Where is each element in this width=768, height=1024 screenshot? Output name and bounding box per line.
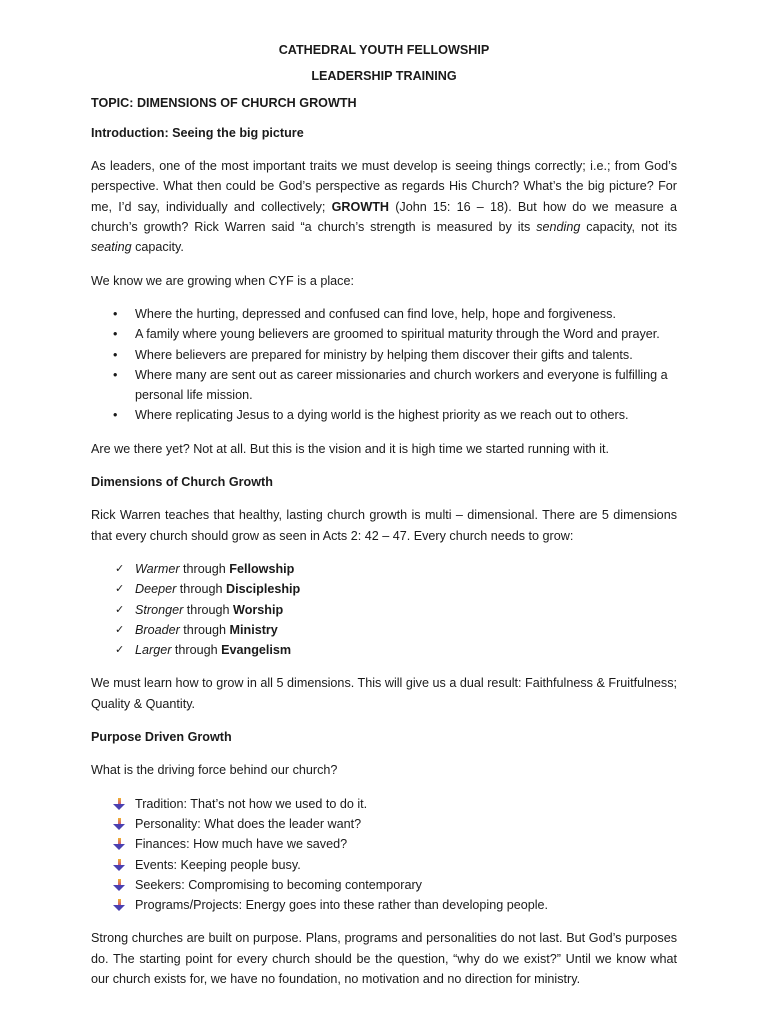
program-title: LEADERSHIP TRAINING <box>311 69 457 84</box>
dimensions-heading: Dimensions of Church Growth <box>91 475 273 490</box>
dimension-noun: Evangelism <box>221 643 292 658</box>
list-item <box>91 559 677 579</box>
list-item-text: Events: Keeping people busy. <box>135 857 301 872</box>
list-item-text: Personality: What does the leader want? <box>135 816 362 831</box>
topic-heading: TOPIC: DIMENSIONS OF CHURCH GROWTH <box>91 95 357 110</box>
list-item <box>91 814 677 834</box>
dimension-adjective: Larger <box>135 643 172 658</box>
list-item: • Where the hurting, depressed and confused can find love, help, hope and forgiveness. <box>91 304 677 324</box>
growth-emphasis: GROWTH <box>331 199 390 214</box>
intro-text-3: capacity, not its <box>580 220 677 235</box>
dimension-connector: through <box>179 561 230 576</box>
list-item: • Where replicating Jesus to a dying world is the highest priority as we reach out to others. <box>91 405 677 425</box>
down-arrow-icon <box>113 899 125 911</box>
intro-paragraph <box>91 156 677 257</box>
dual-result-paragraph: We must learn how to grow in all 5 dimensions. This will give us a dual result: Faithfulness & Fruitfulness; Quality & Quantity. <box>91 676 677 711</box>
growth-bullet-list <box>91 304 677 426</box>
list-item <box>91 620 677 640</box>
org-title: CATHEDRAL YOUTH FELLOWSHIP <box>278 43 490 57</box>
down-arrow-icon <box>113 838 125 850</box>
list-item: • Where many are sent out as career missionaries and church workers and everyone is fulfilling a personal life mission. <box>91 365 677 406</box>
dimension-adjective: Stronger <box>135 602 184 617</box>
driving-force-question: What is the driving force behind our church? <box>91 763 338 778</box>
list-item: • Where believers are prepared for ministry by helping them discover their gifts and talents. <box>91 345 677 365</box>
intro-heading: Introduction: Seeing the big picture <box>91 125 304 140</box>
list-item <box>91 875 677 895</box>
list-item <box>91 794 677 814</box>
intro-text-1: As leaders, one of the most important traits we must develop is seeing things correctly; i.e.; from God’s perspective. What then could be God’s perspective as regards His Church? What’s the big picture? For me, I’d say, individually and collectively; <box>91 159 677 214</box>
list-item-text: Programs/Projects: Energy goes into these rather than developing people. <box>135 898 549 913</box>
down-arrow-icon <box>113 818 125 830</box>
list-item-text: Seekers: Compromising to becoming contemporary <box>135 877 422 892</box>
dimension-noun: Ministry <box>229 622 278 637</box>
growth-lead-in: We know we are growing when CYF is a place: <box>91 273 354 288</box>
down-arrow-icon <box>113 798 125 810</box>
intro-text-4: capacity. <box>131 240 184 255</box>
list-item <box>91 855 677 875</box>
list-item <box>91 600 677 620</box>
list-item-text: Tradition: That’s not how we used to do it. <box>135 796 368 811</box>
dimension-connector: through <box>171 643 222 658</box>
list-item <box>91 834 677 854</box>
down-arrow-icon <box>113 859 125 871</box>
seating-emphasis: seating <box>91 240 132 255</box>
list-item: • A family where young believers are groomed to spiritual maturity through the Word and prayer. <box>91 324 677 344</box>
dimension-noun: Fellowship <box>229 561 295 576</box>
purpose-paragraph: Strong churches are built on purpose. Plans, programs and personalities do not last. But God’s purposes do. The starting point for every church should be the question, “why do we exist?” Until we know what our church exists for, we have no foundation, no motivation and no direction for ministry. <box>91 931 677 986</box>
dimension-noun: Discipleship <box>226 582 301 597</box>
dimension-connector: through <box>183 602 234 617</box>
down-arrow-icon <box>113 879 125 891</box>
dimensions-check-list <box>91 559 677 660</box>
list-item <box>91 579 677 599</box>
purpose-heading: Purpose Driven Growth <box>91 730 232 745</box>
dimension-adjective: Warmer <box>135 561 180 576</box>
dimension-adjective: Deeper <box>135 582 177 597</box>
driving-force-list <box>91 794 677 916</box>
dimension-noun: Worship <box>233 602 284 617</box>
list-item <box>91 640 677 660</box>
list-item-text: Finances: How much have we saved? <box>135 837 348 852</box>
dimension-adjective: Broader <box>135 622 180 637</box>
vision-paragraph: Are we there yet? Not at all. But this is the vision and it is high time we started running with it. <box>91 441 609 456</box>
dimension-connector: through <box>176 582 227 597</box>
dimensions-paragraph: Rick Warren teaches that healthy, lasting church growth is multi – dimensional. There are 5 dimensions that every church should grow as seen in Acts 2: 42 – 47. Every church needs to grow: <box>91 508 677 543</box>
intro-text-2: (John 15: 16 – 18). But how do we measure a church’s growth? Rick Warren said “a church’s strength is measured by its <box>91 199 677 235</box>
dimension-connector: through <box>179 622 230 637</box>
sending-emphasis: sending <box>536 220 581 235</box>
list-item <box>91 895 677 915</box>
